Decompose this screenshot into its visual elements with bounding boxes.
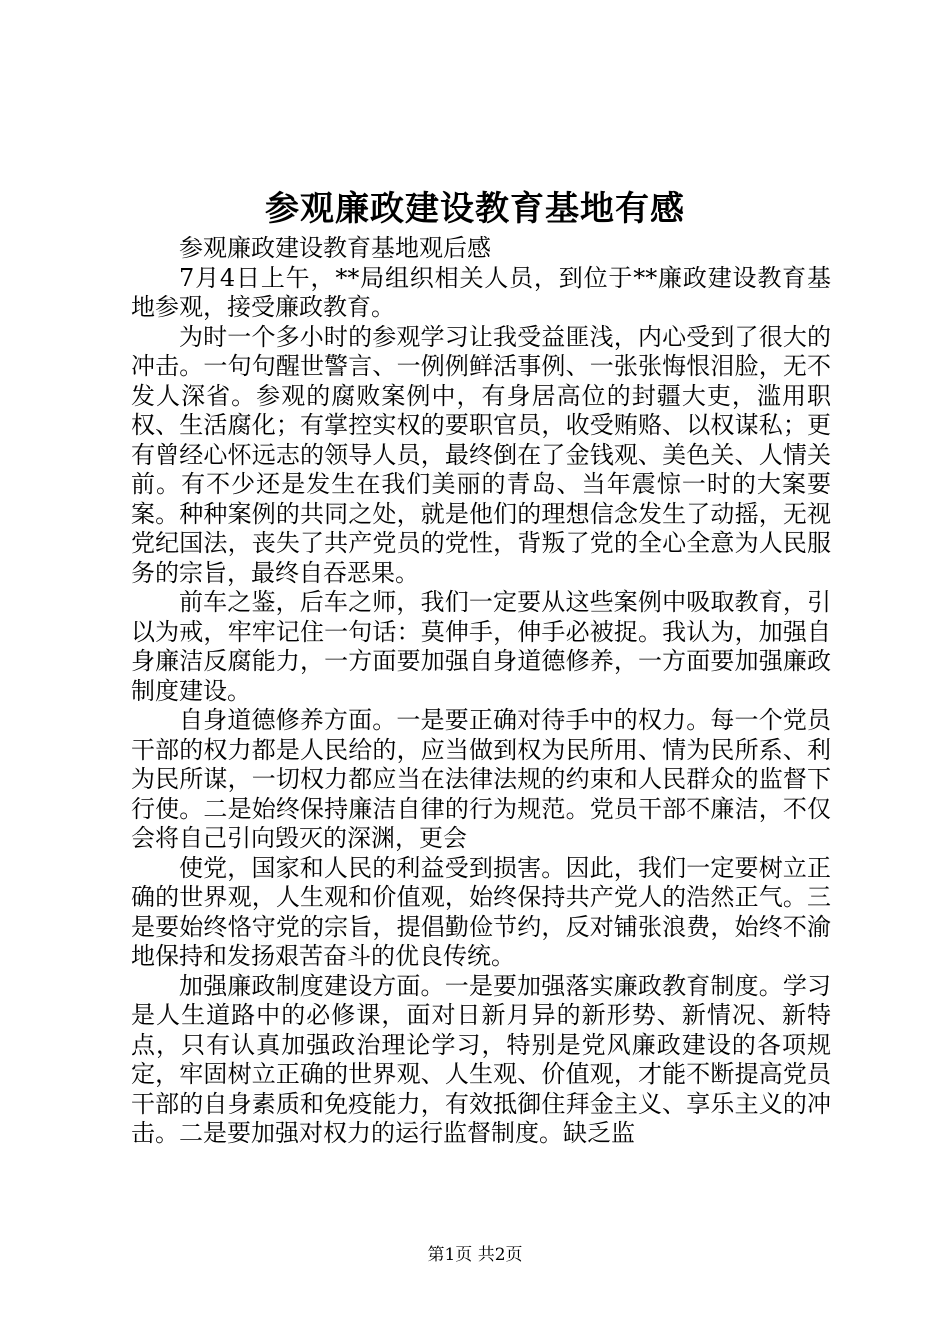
page-number-footer: 第1页 共2页 <box>427 1245 523 1265</box>
document-title: 参观廉政建设教育基地有感 <box>265 189 685 229</box>
body-paragraph: 7月4日上午，**局组织相关人员，到位于**廉政建设教育基地参观，接受廉政教育。 <box>131 263 831 321</box>
body-paragraph: 为时一个多小时的参观学习让我受益匪浅，内心受到了很大的冲击。一句句醒世警言、一例例鲜活事例、一张张悔恨泪脸，无不发人深省。参观的腐败案例中，有身居高位的封疆大吏，滥用职权、生活腐化；有掌控实权的要职官员，收受贿赂、以权谋私；更有曾经心怀远志的领导人员，最终倒在了金钱观、美色关、人情关前。有不少还是发生在我们美丽的青岛、当年震惊一时的大案要案。种种案例的共同之处，就是他们的理想信念发生了动摇，无视党纪国法，丧失了共产党员的党性，背叛了党的全心全意为人民服务的宗旨，最终自吞恶果。 <box>131 322 831 587</box>
body-paragraph: 前车之鉴，后车之师，我们一定要从这些案例中吸取教育，引以为戒，牢牢记住一句话：莫伸手，伸手必被捉。我认为，加强自身廉洁反腐能力，一方面要加强自身道德修养，一方面要加强廉政制度建设。 <box>131 588 831 705</box>
body-paragraph: 加强廉政制度建设方面。一是要加强落实廉政教育制度。学习是人生道路中的必修课，面对日新月异的新形势、新情况、新特点，只有认真加强政治理论学习，特别是党风廉政建设的各项规定，牢固树立正确的世界观、人生观、价值观，才能不断提高党员干部的自身素质和免疫能力，有效抵御住拜金主义、享乐主义的冲击。二是要加强对权力的运行监督制度。缺乏监 <box>131 971 831 1147</box>
body-paragraph: 自身道德修养方面。一是要正确对待手中的权力。每一个党员干部的权力都是人民给的，应当做到权为民所用、情为民所系、利为民所谋，一切权力都应当在法律法规的约束和人民群众的监督下行使。二是始终保持廉洁自律的行为规范。党员干部不廉洁，不仅会将自己引向毁灭的深渊，更会 <box>131 706 831 852</box>
subtitle-paragraph: 参观廉政建设教育基地观后感 <box>179 234 491 262</box>
document-body <box>131 234 831 1149</box>
body-paragraph: 使党，国家和人民的利益受到损害。因此，我们一定要树立正确的世界观，人生观和价值观，始终保持共产党人的浩然正气。三是要始终恪守党的宗旨，提倡勤俭节约，反对铺张浪费，始终不渝地保持和发扬艰苦奋斗的优良传统。 <box>131 853 831 970</box>
